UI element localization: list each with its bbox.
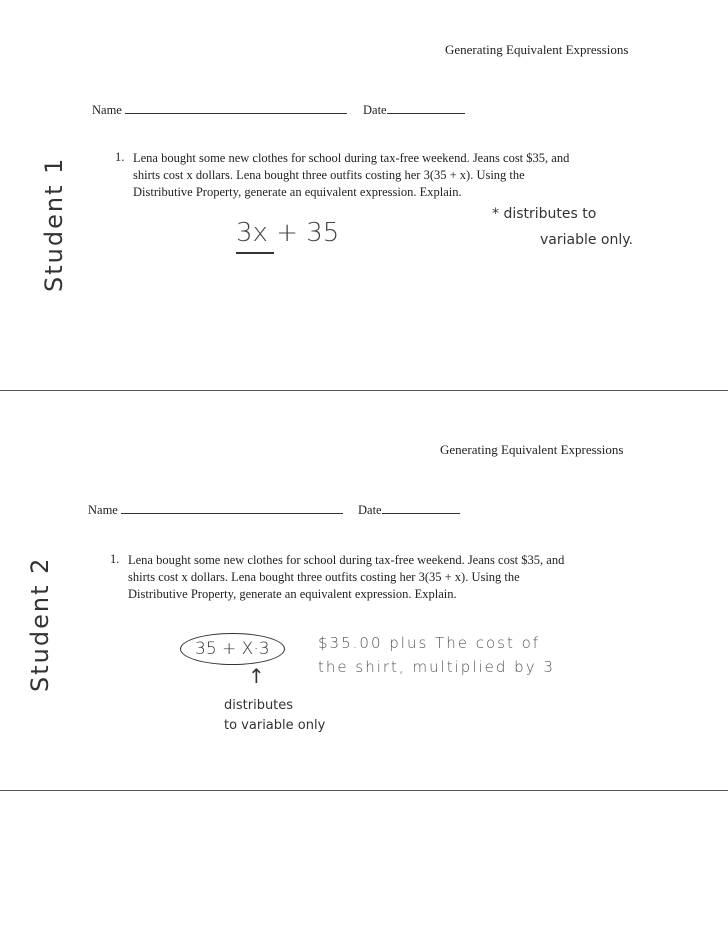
date-label: Date xyxy=(363,103,387,117)
date-field xyxy=(358,502,460,518)
question-line: Distributive Property, generate an equivalent expression. Explain. xyxy=(128,587,457,601)
teacher-note: to variable only xyxy=(224,718,326,733)
student-label: Student 2 xyxy=(26,556,54,692)
question-line: Lena bought some new clothes for school during tax-free weekend. Jeans cost $35, and xyxy=(128,553,565,567)
worksheet-title: Generating Equivalent Expressions xyxy=(440,442,624,457)
name-label: Name xyxy=(88,503,118,517)
student-label: Student 1 xyxy=(40,156,68,292)
student-answer: 35 + X·3 xyxy=(180,633,285,665)
name-field xyxy=(92,102,347,118)
question-text xyxy=(133,150,569,201)
divider xyxy=(0,790,728,791)
worksheet-title: Generating Equivalent Expressions xyxy=(445,42,629,57)
date-label: Date xyxy=(358,503,382,517)
divider xyxy=(0,390,728,391)
question-number: 1. xyxy=(110,552,120,566)
teacher-note: * distributes to xyxy=(492,206,597,222)
student-explanation: $35.00 plus The cost of xyxy=(318,634,541,652)
question-number: 1. xyxy=(115,150,125,164)
up-arrow-icon: ↑ xyxy=(248,664,265,688)
student-answer: 3x + 35 xyxy=(236,218,340,248)
date-field xyxy=(363,102,465,118)
name-label: Name xyxy=(92,103,122,117)
name-field xyxy=(88,502,343,518)
question-line: shirts cost x dollars. Lena bought three outfits costing her 3(35 + x). Using the xyxy=(133,168,525,182)
teacher-note: distributes xyxy=(224,698,294,713)
question-line: shirts cost x dollars. Lena bought three outfits costing her 3(35 + x). Using the xyxy=(128,570,520,584)
student-explanation: the shirt, multiplied by 3 xyxy=(318,658,555,676)
question-text xyxy=(128,552,564,603)
question-line: Distributive Property, generate an equivalent expression. Explain. xyxy=(133,185,462,199)
question-line: Lena bought some new clothes for school during tax-free weekend. Jeans cost $35, and xyxy=(133,151,570,165)
answer-underline xyxy=(236,252,274,254)
teacher-note: variable only. xyxy=(540,232,633,248)
